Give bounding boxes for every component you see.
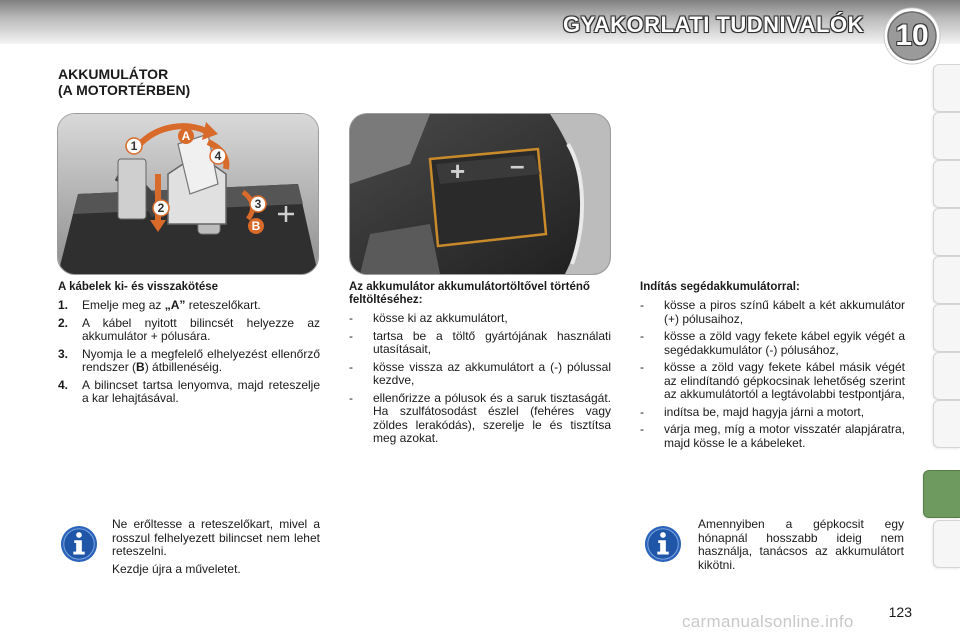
battery-minus-sign: – (510, 150, 525, 180)
list-item: - várja meg, míg a motor visszatér alapjáratra, majd kösse le a kábeleket. (640, 422, 905, 450)
chapter-tabs (928, 64, 960, 584)
cable-connection-section (58, 281, 320, 410)
engine-bay-photo (349, 113, 611, 275)
watermark: carmanualsonline.info (682, 612, 854, 631)
col3-heading: Indítás segédakkumulátorral: (640, 281, 800, 293)
list-item: - kösse a zöld vagy fekete kábel egyik végét a segédakkumulátor (-) pólusához, (640, 329, 905, 357)
figure-label-3: 3 (254, 197, 262, 211)
figure-label-1: 1 (130, 139, 138, 153)
step-number: 3. (58, 346, 69, 361)
section-title (58, 66, 190, 98)
figure-label-4: 4 (214, 149, 222, 163)
list-item: - indítsa be, majd hagyja járni a motort, (640, 404, 865, 419)
chapter-tab[interactable] (933, 352, 960, 400)
jump-start-section (640, 281, 905, 454)
figure-label-2: 2 (157, 201, 165, 215)
step-2: 2. A kábel nyitott bilincsét helyezze az akkumulátor + pólusára. (58, 315, 320, 343)
chapter-tab[interactable] (933, 520, 960, 568)
section-title-line1: AKKUMULÁTOR (58, 66, 169, 82)
list-item: - kösse a piros színű kábelt a két akkumulátor (+) pólusaihoz, (640, 298, 905, 326)
chapter-number: 10 (895, 19, 929, 52)
step-4: 4. A bilincset tartsa lenyomva, majd reteszelje a kar lehajtásával. (58, 377, 320, 405)
info-note-right (698, 518, 904, 576)
col2-heading: Az akkumulátor akkumulátortöltővel történő feltöltéséhez: (349, 281, 590, 306)
chapter-tab[interactable] (933, 400, 960, 448)
figure-label-a: A (181, 129, 191, 143)
col1-heading: A kábelek ki- és visszakötése (58, 281, 219, 293)
list-item: - kösse ki az akkumulátort, (349, 311, 508, 325)
chapter-tab[interactable] (933, 304, 960, 352)
list-item: - kösse a zöld vagy fekete kábel másik végét az elindítandó gépkocsinak lehetőség szerint az akkumulátortól a legtávolabbi testpontjára, (640, 360, 905, 401)
chapter-tab[interactable] (933, 256, 960, 304)
chapter-title: GYAKORLATI TUDNIVALÓK (563, 12, 864, 37)
charging-section (349, 281, 611, 450)
step-number: 1. (58, 298, 69, 312)
list-item: - kösse vissza az akkumulátort a (-) pólussal kezdve, (349, 359, 611, 387)
info-left-p2: Kezdje újra a műveletet. (112, 561, 241, 576)
info-right-p1: Amennyiben a gépkocsit egy hónapnál hosszabb ideig nem használja, tanácsos az akkumulátort kikötni. (698, 517, 904, 572)
battery-plus-sign: + (450, 156, 466, 186)
page-number: 123 (888, 604, 912, 620)
chapter-tab[interactable] (933, 112, 960, 160)
info-left-p1: Ne erőltesse a reteszelőkart, mivel a rosszul felhelyezett bilincset nem lehet reteszelni. (112, 517, 320, 558)
figure-label-b: B (251, 219, 261, 233)
step-1: 1. Emelje meg az „A” reteszelőkart. (58, 298, 261, 312)
section-title-line2: (A MOTORTÉRBEN) (58, 82, 191, 98)
step-number: 4. (58, 377, 69, 392)
chapter-tab[interactable] (933, 208, 960, 256)
step-number: 2. (58, 315, 69, 330)
info-icon (60, 525, 98, 563)
info-note-left (112, 518, 320, 580)
battery-terminal-illustration (57, 113, 319, 275)
step-3: 3. Nyomja le a megfelelő elhelyezést ellenőrző rendszer (B) átbillenéséig. (58, 346, 320, 374)
list-item: - ellenőrizze a pólusok és a saruk tisztaságát. Ha szulfátosodást észlel (fehéres vagy zöldes lerakódás), szerelje le és tisztítsa meg azokat. (349, 390, 611, 445)
chapter-tab-active[interactable] (923, 470, 960, 518)
chapter-tab[interactable] (933, 160, 960, 208)
chapter-tab[interactable] (933, 64, 960, 112)
info-icon (644, 525, 682, 563)
list-item: - tartsa be a töltő gyártójának használati utasításait, (349, 328, 611, 356)
